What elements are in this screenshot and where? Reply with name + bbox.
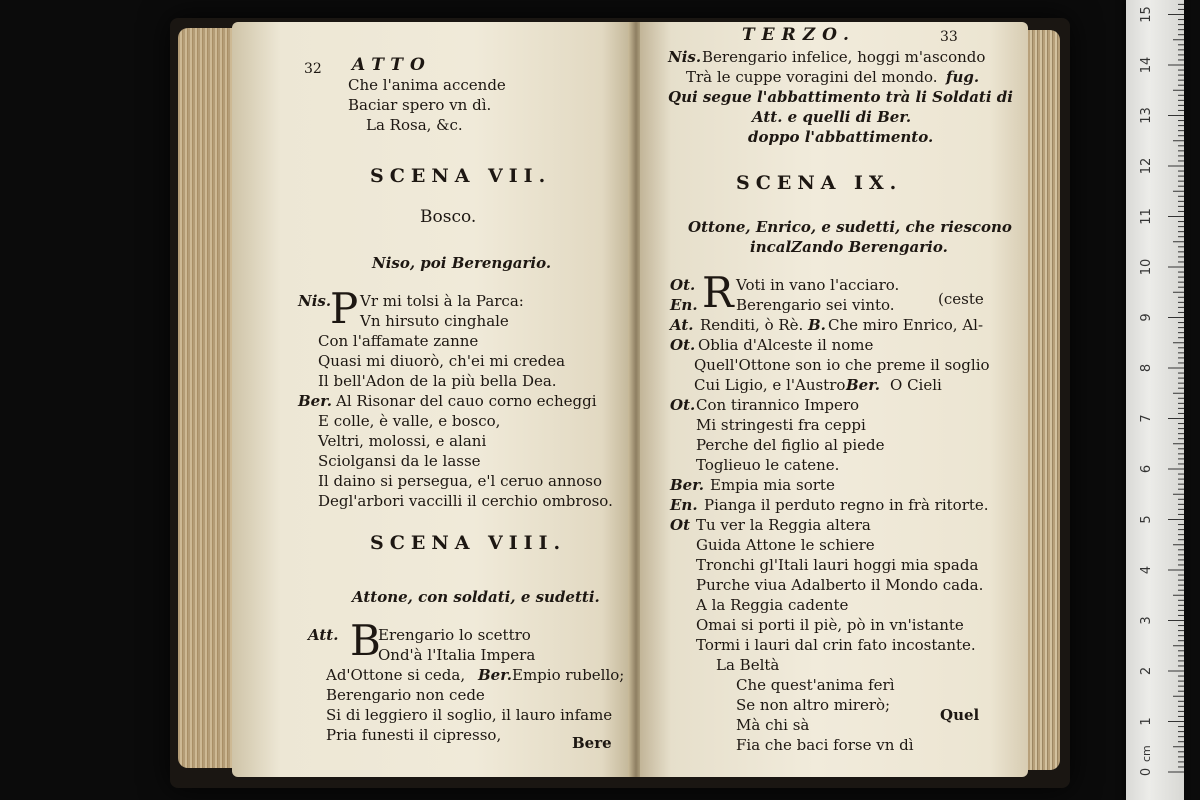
stage-direction: doppo l'abbattimento. <box>748 128 934 146</box>
text-line: Con tirannico Impero <box>696 396 860 414</box>
speaker-label: En. <box>670 296 698 314</box>
text-line: Baciar spero vn dì. <box>348 96 492 114</box>
text-line: Degl'arbori vaccilli il cerchio ombroso. <box>318 492 613 510</box>
ruler-label: 7 <box>1139 414 1154 423</box>
right-page-number: 33 <box>940 29 958 45</box>
speaker-label: Ber. <box>846 376 880 394</box>
text-line: Oblia d'Alceste il nome <box>698 336 874 354</box>
text-line: Renditi, ò Rè. <box>700 316 804 334</box>
stage-direction: Att. e quelli di Ber. <box>752 108 912 126</box>
stage-direction: fug. <box>946 68 980 86</box>
scene-heading: SCENA VIII. <box>370 532 567 554</box>
text-line: Berengario infelice, hoggi m'ascondo <box>702 48 986 66</box>
text-line: Vr mi tolsi à la Parca: <box>360 292 524 310</box>
speaker-label: Ber. <box>478 666 512 684</box>
speaker-label: En. <box>670 496 698 514</box>
speaker-label: Att. <box>308 626 339 644</box>
speaker-label: Nis. <box>298 292 332 310</box>
text-line: Al Risonar del cauo corno echeggi <box>336 392 597 410</box>
text-line: (ceste <box>938 290 984 308</box>
text-line: Voti in vano l'acciaro. <box>736 276 900 294</box>
speaker-label: Ber. <box>298 392 332 410</box>
ruler-label: 4 <box>1139 565 1154 575</box>
text-line: Il bell'Adon de la più bella Dea. <box>318 372 557 390</box>
ruler-label: 9 <box>1139 313 1154 322</box>
speaker-label: Ot. <box>670 336 696 354</box>
ruler-label: 11 <box>1139 208 1154 225</box>
text-line: Che quest'anima ferì <box>736 676 895 694</box>
text-line: Tu ver la Reggia altera <box>696 516 871 534</box>
text-line: Il daino si persegua, e'l ceruo annoso <box>318 472 603 490</box>
text-line: Pianga il perduto regno in frà ritorte. <box>704 496 989 514</box>
drop-capital: P <box>330 284 359 333</box>
text-line: Purche viua Adalberto il Mondo cada. <box>696 576 984 594</box>
text-line: Berengario non cede <box>326 686 485 704</box>
text-line: Tormi i lauri dal crin fato incostante. <box>696 636 976 654</box>
left-page-number: 32 <box>304 61 322 77</box>
ruler-unit-label: cm <box>1140 745 1153 762</box>
speaker-label: Nis. <box>668 48 702 66</box>
text-line: Berengario sei vinto. <box>736 296 895 314</box>
drop-capital: B <box>350 616 381 665</box>
text-line: Quasi mi diuorò, ch'ei mi credea <box>318 352 566 370</box>
stage-direction: Qui segue l'abbattimento trà li Soldati di <box>668 88 1013 106</box>
speaker-label: Ber. <box>670 476 704 494</box>
text-line: Sciolgansi da le lasse <box>318 452 481 470</box>
text-line: Omai si porti il piè, pò in vn'istante <box>696 616 964 634</box>
text-line: Che l'anima accende <box>348 76 506 94</box>
right-running-head: TERZO. <box>742 25 856 45</box>
speaker-label: B. <box>808 316 826 334</box>
text-line: Toglieuo le catene. <box>696 456 840 474</box>
text-line: A la Reggia cadente <box>696 596 849 614</box>
ruler-label: 1 <box>1139 717 1154 726</box>
ruler-label: 10 <box>1139 258 1154 276</box>
text-line: Se non altro mirerò; <box>736 696 891 714</box>
text-line: Fia che baci forse vn dì <box>736 736 914 754</box>
text-line: Quell'Ottone son io che preme il soglio <box>694 356 990 374</box>
text-line: E colle, è valle, e bosco, <box>318 412 501 430</box>
text-line: Perche del figlio al piede <box>696 436 885 454</box>
ruler-label: 0 <box>1139 767 1154 777</box>
ruler-label: 3 <box>1139 616 1154 625</box>
text-line: La Rosa, &c. <box>366 116 463 134</box>
text-line: Erengario lo scettro <box>378 626 531 644</box>
text-line: Ad'Ottone si ceda, <box>326 666 466 684</box>
text-line: Si di leggiero il soglio, il lauro infame <box>326 706 613 724</box>
ruler-label: 6 <box>1139 464 1154 474</box>
scene-heading: SCENA VII. <box>370 165 552 187</box>
speaker-label: Ot. <box>670 276 696 294</box>
speaker-label: Ot. <box>670 396 696 414</box>
text-line: Che miro Enrico, Al- <box>828 316 984 334</box>
ruler-label: 13 <box>1139 107 1154 124</box>
left-page <box>232 22 634 777</box>
ruler-label: 14 <box>1139 56 1154 74</box>
characters-line: Niso, poi Berengario. <box>372 254 552 272</box>
ruler-label: 5 <box>1139 515 1154 524</box>
characters-line: incalZando Berengario. <box>750 238 948 256</box>
text-line: Ond'à l'Italia Impera <box>378 646 536 664</box>
text-line: Empia mia sorte <box>710 476 835 494</box>
text-line: Veltri, molossi, e alani <box>318 432 487 450</box>
text-line: Empio rubello; <box>512 666 625 684</box>
setting-label: Bosco. <box>420 207 477 227</box>
text-line: Tronchi gl'Itali lauri hoggi mia spada <box>696 556 979 574</box>
ruler-label: 12 <box>1139 157 1154 175</box>
ruler-scale <box>1126 0 1184 800</box>
ruler-label: 2 <box>1139 666 1154 676</box>
ruler-label: 15 <box>1139 6 1154 23</box>
text-line: Pria funesti il cipresso, <box>326 726 502 744</box>
speaker-label: At. <box>670 316 694 334</box>
text-line: Mà chi sà <box>736 716 810 734</box>
catchword: Bere <box>572 734 612 752</box>
catchword: Quel <box>940 706 980 724</box>
text-line: La Beltà <box>716 656 780 674</box>
text-line: Cui Ligio, e l'Austro. <box>694 376 850 394</box>
speaker-label: Ot <box>670 516 690 534</box>
text-line: Trà le cuppe voragini del mondo. <box>686 68 938 86</box>
text-line: Mi stringesti fra ceppi <box>696 416 866 434</box>
characters-line: Ottone, Enrico, e sudetti, che riescono <box>688 218 1012 236</box>
text-line: Guida Attone le schiere <box>696 536 875 554</box>
text-line: Vn hirsuto cinghale <box>360 312 509 330</box>
right-page <box>640 22 1028 777</box>
measuring-ruler <box>1126 0 1184 800</box>
characters-line: Attone, con soldati, e sudetti. <box>352 588 600 606</box>
drop-capital: R <box>702 268 734 317</box>
text-line: Con l'affamate zanne <box>318 332 479 350</box>
left-running-head: ATTO <box>352 55 432 75</box>
scene-heading: SCENA IX. <box>736 172 903 194</box>
text-line: O Cieli <box>890 376 942 394</box>
ruler-label: 8 <box>1139 363 1154 373</box>
